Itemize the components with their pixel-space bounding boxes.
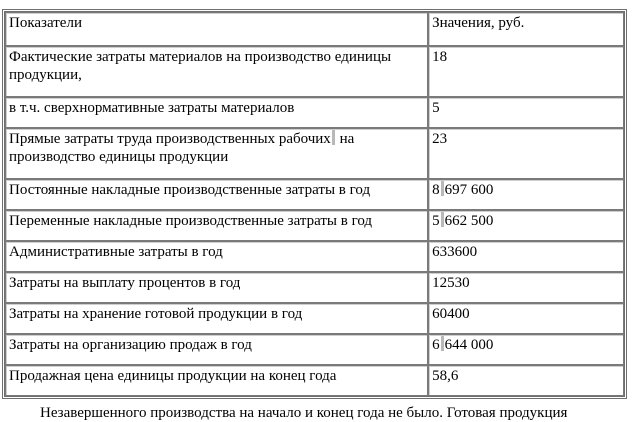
- row-value-storage-costs: 60400: [428, 303, 624, 334]
- row-name-excess-material: в т.ч. сверхнормативные затраты материалов: [5, 97, 428, 128]
- row-value-sale-price: 58,6: [428, 365, 624, 396]
- row-value-direct-labor: 23: [428, 128, 624, 179]
- table-row: [5, 97, 624, 128]
- row-name-fixed-overhead: Постоянные накладные производственные затраты в год: [5, 179, 428, 210]
- table-row: [5, 128, 624, 179]
- row-name-sales-costs: Затраты на организацию продаж в год: [5, 334, 428, 365]
- variable-overhead-value-b: 662 500: [444, 213, 494, 229]
- variable-overhead-value-a: 5: [432, 213, 440, 229]
- row-name-sale-price: Продажная цена единицы продукции на конец года: [5, 365, 428, 396]
- text-cursor-mark: [332, 130, 335, 145]
- table-row: [5, 46, 624, 97]
- header-indicators: Показатели: [5, 12, 428, 46]
- table-row: [5, 179, 624, 210]
- sales-costs-value-a: 6: [432, 337, 440, 353]
- row-name-interest-costs: Затраты на выплату процентов в год: [5, 272, 428, 303]
- row-value-excess-material: 5: [428, 97, 624, 128]
- text-cursor-mark: [441, 212, 444, 227]
- table-row: [5, 365, 624, 396]
- fixed-overhead-value-a: 8: [432, 182, 440, 198]
- table-row: [5, 241, 624, 272]
- table-row: [5, 303, 624, 334]
- table-row: [5, 334, 624, 365]
- fixed-overhead-value-b: 697 600: [444, 182, 494, 198]
- indicators-table: [2, 9, 627, 399]
- row-value-sales-costs: [428, 334, 624, 365]
- header-values: Значения, руб.: [428, 12, 624, 46]
- sales-costs-value-b: 644 000: [444, 337, 494, 353]
- table-row: [5, 272, 624, 303]
- row-name-direct-labor: [5, 128, 428, 179]
- row-name-material-costs: Фактические затраты материалов на производство единицы продукции,: [5, 46, 428, 97]
- paragraph-text: Незавершенного производства на начало и конец года не было. Готовая продукция: [40, 405, 568, 421]
- table-header-row: [5, 12, 624, 46]
- row-value-material-costs: 18: [428, 46, 624, 97]
- text-cursor-mark: [441, 336, 444, 351]
- row-name-variable-overhead: Переменные накладные производственные затраты в год: [5, 210, 428, 241]
- row-value-interest-costs: 12530: [428, 272, 624, 303]
- direct-labor-text-a: Прямые затраты труда производственных рабочих: [9, 131, 331, 147]
- row-value-variable-overhead: [428, 210, 624, 241]
- text-cursor-mark: [441, 181, 444, 196]
- row-value-admin-costs: 633600: [428, 241, 624, 272]
- row-name-admin-costs: Административные затраты в год: [5, 241, 428, 272]
- direct-labor-text-b: на производство единицы продукции: [9, 131, 355, 165]
- row-name-storage-costs: Затраты на хранение готовой продукции в год: [5, 303, 428, 334]
- table-row: [5, 210, 624, 241]
- row-value-fixed-overhead: [428, 179, 624, 210]
